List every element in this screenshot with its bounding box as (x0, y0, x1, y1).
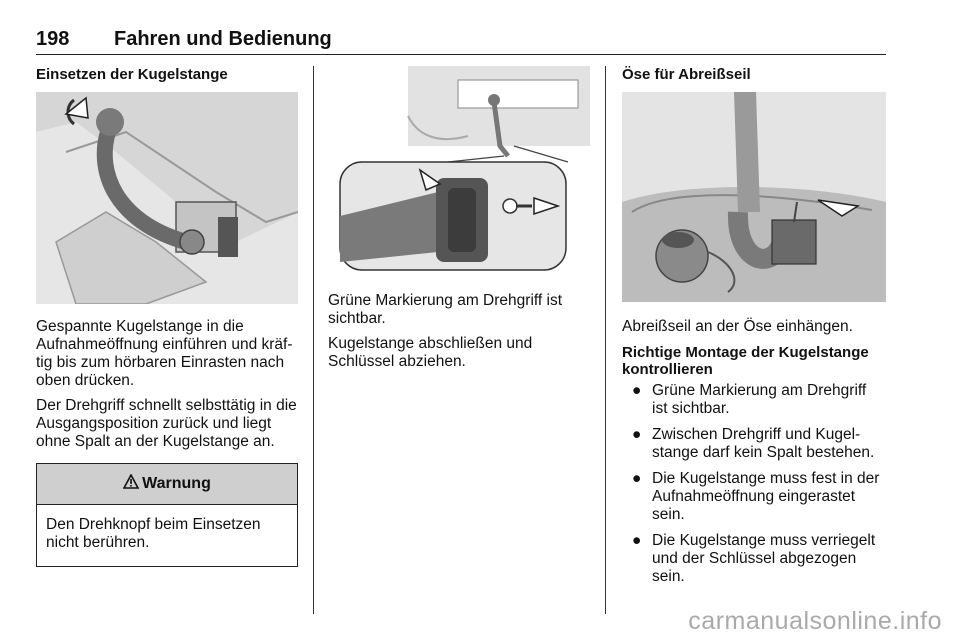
section-title-insert-towball: Einsetzen der Kugelstange (36, 66, 228, 83)
column-left (36, 66, 298, 567)
tow-ball-insertion-icon (36, 92, 298, 304)
bullet: ● (632, 470, 642, 487)
eyelet-figure (622, 92, 886, 302)
list-item: ● Die Kugelstange muss fest in der Aufnahmeöffnung eingerastet sein. (632, 470, 880, 523)
bullet: ● (632, 532, 642, 549)
column-divider-1 (313, 66, 314, 614)
paragraph: Kugelstange abschließen und Schlüssel abziehen. (328, 335, 533, 370)
paragraph: Der Drehgriff schnellt selbsttätig in die Ausgangsposition zurück und liegt ohne Spalt an der Kugelstange an. (36, 397, 297, 450)
page-header (36, 26, 886, 55)
list-item: ● Zwischen Drehgriff und Kugel‐stange darf kein Spalt bestehen. (632, 426, 875, 461)
checklist (622, 382, 886, 586)
column-divider-2 (605, 66, 606, 614)
warning-triangle-icon (123, 474, 139, 494)
breakaway-cable-eyelet-icon (622, 92, 886, 302)
warning-header (37, 464, 297, 505)
checklist-heading: Richtige Montage der Kugelstange kontrollieren (622, 344, 869, 378)
bullet: ● (632, 382, 642, 399)
warning-box (36, 463, 298, 567)
warning-title: Warnung (142, 475, 211, 492)
chapter-title: Fahren und Bedienung (114, 28, 332, 50)
column-middle (328, 66, 590, 378)
list-item: ● Die Kugelstange muss verriegelt und der Schlüssel abgezogen sein. (632, 532, 876, 585)
watermark: carmanualsonline.info (688, 607, 942, 635)
paragraph: Grüne Markierung am Drehgriff ist sichtbar. (328, 292, 563, 327)
section-title-breakaway-eyelet: Öse für Abreißseil (622, 66, 751, 83)
bullet: ● (632, 426, 642, 443)
page-number: 198 (36, 28, 70, 50)
column-right (622, 66, 886, 594)
rotary-handle-lock-icon (328, 66, 590, 276)
warning-text: Den Drehknopf beim Einsetzen nicht berühren. (46, 516, 261, 551)
towball-insertion-figure (36, 92, 298, 304)
paragraph: Abreißseil an der Öse einhängen. (622, 318, 853, 335)
rotary-handle-figure (328, 66, 590, 276)
paragraph: Gespannte Kugelstange in die Aufnahmeöffnung einführen und kräf‐tig bis zum hörbaren Einrasten nach oben drücken. (36, 318, 293, 389)
list-item: ● Grüne Markierung am Drehgriff ist sichtbar. (632, 382, 867, 417)
